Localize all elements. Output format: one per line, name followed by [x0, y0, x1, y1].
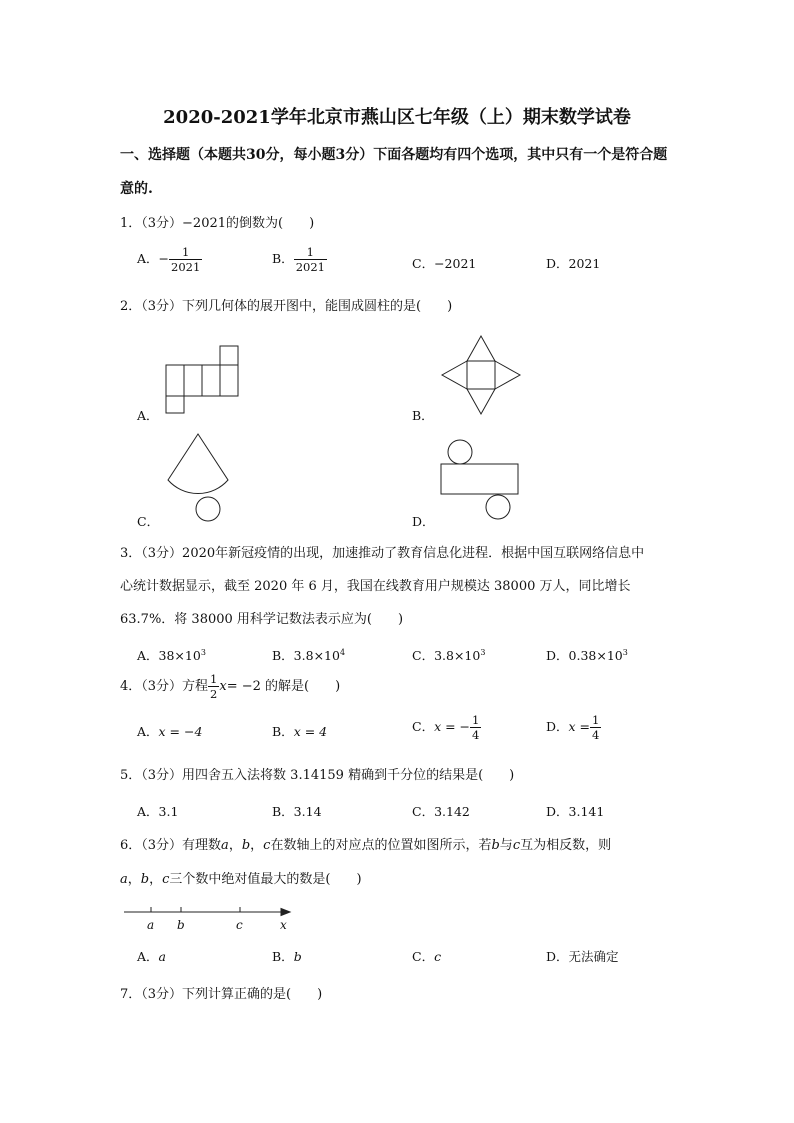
q1-b-den: 2021: [295, 260, 325, 274]
q4-d-den: 4: [592, 728, 600, 742]
q4-b-label: B．: [272, 724, 294, 739]
q3-option-a: [137, 646, 206, 664]
q6-l1-b2: b: [491, 838, 500, 853]
q2-option-c: C．: [137, 514, 160, 529]
q4-var: x: [219, 679, 227, 694]
q4-c-fraction: [470, 713, 481, 742]
q6-option-c: [412, 947, 441, 965]
q1-option-b: [272, 245, 327, 274]
q6-option-d: D．无法确定: [546, 949, 619, 964]
q3-a-label: A．38×10: [137, 648, 201, 663]
q6-l2-sep2: ，: [149, 872, 163, 887]
q1-b-label: B．: [272, 251, 294, 266]
q7-stem: 7．（3分）下列计算正确的是( ): [120, 987, 323, 1002]
q6-l1-pre: 6．（3分）有理数: [120, 838, 222, 853]
section-header-line2: 意的.: [120, 181, 153, 197]
q2-figure-a-cube-net: [160, 340, 250, 420]
q5-option-b: B．3.14: [272, 804, 322, 819]
q6-l1-a: a: [221, 838, 229, 853]
q1-stem: 1．（3分）−2021的倒数为( ): [120, 216, 315, 231]
q1-b-num: 1: [294, 245, 327, 260]
q3-b-exp: 4: [339, 647, 346, 657]
q3-option-c: [412, 646, 485, 664]
q2-figure-c-cone-net: [160, 428, 240, 528]
q4-c-lhs: x = −: [434, 719, 471, 734]
q4-option-c: [412, 713, 481, 742]
q4-d-num: 1: [592, 713, 600, 727]
q3-option-d: [546, 646, 628, 664]
q3-d-label: D．0.38×10: [546, 648, 623, 663]
q4-den: 2: [210, 687, 218, 701]
q6-option-b: [272, 947, 302, 965]
q6-line1: [120, 834, 611, 853]
q6-l1-sep2: ，: [250, 838, 264, 853]
q6-l2-sep1: ，: [127, 872, 141, 887]
q4-option-d: [546, 713, 601, 742]
q1-option-d: D．2021: [546, 256, 601, 271]
q4-stem: [120, 672, 340, 701]
q4-d-fraction: [590, 713, 601, 742]
q4-a-label: A．: [137, 724, 159, 739]
q1-a-fraction: [169, 245, 202, 274]
q2-stem: 2．（3分）下列几何体的展开图中，能围成圆柱的是( ): [120, 299, 453, 314]
q6-l1-and: 与: [499, 838, 513, 853]
q4-option-a: [137, 722, 202, 740]
q1-a-sign: −: [158, 251, 170, 266]
q3-line3: 63.7%．将 38000 用科学记数法表示应为( ): [120, 612, 404, 627]
q4-a-expr: x = −4: [158, 724, 203, 739]
q1-option-c: C．−2021: [412, 256, 477, 271]
q1-b-fraction: [294, 245, 327, 274]
q6-a-label: A．: [137, 949, 159, 964]
q6-l2-c: c: [162, 872, 170, 887]
q4-post: = −2 的解是( ): [226, 679, 341, 694]
q1-option-a: [137, 245, 202, 274]
q6-l1-mid: 在数轴上的对应点的位置如图所示，若: [270, 838, 492, 853]
axis-label-a: a: [147, 918, 155, 932]
q6-c-val: c: [434, 949, 442, 964]
q5-option-d: D．3.141: [546, 804, 605, 819]
q3-line1: 3．（3分）2020年新冠疫情的出现，加速推动了教育信息化进程．根据中国互联网络信息中: [120, 546, 645, 561]
q3-c-label: C．3.8×10: [412, 648, 481, 663]
q1-a-den: 2021: [171, 260, 201, 274]
q6-c-label: C．: [412, 949, 435, 964]
q2-option-d: D．: [412, 514, 435, 529]
q3-b-label: B．3.8×10: [272, 648, 340, 663]
q2-figure-d-cylinder-net: [436, 434, 526, 524]
q4-c-label: C．: [412, 719, 435, 734]
q5-option-c: C．3.142: [412, 804, 470, 819]
q4-c-num: 1: [472, 713, 480, 727]
q3-line2: 心统计数据显示，截至 2020 年 6 月，我国在线教育用户规模达 38000 万人，同比增长: [120, 579, 631, 594]
q4-b-expr: x = 4: [293, 724, 328, 739]
q6-l1-c: c: [263, 838, 271, 853]
section-header-line1: 一、选择题（本题共30分，每小题3分）下面各题均有四个选项，其中只有一个是符合题: [120, 147, 668, 163]
q4-num: 1: [210, 672, 218, 686]
axis-label-c: c: [236, 918, 243, 932]
q6-l1-b: b: [241, 838, 251, 853]
q6-l2-post: 三个数中绝对值最大的数是( ): [169, 872, 362, 887]
q3-a-exp: 3: [200, 647, 206, 657]
q1-a-num: 1: [169, 245, 202, 260]
q6-b-val: b: [293, 949, 302, 964]
q6-a-val: a: [158, 949, 166, 964]
q2-figure-b-pyramid-net: [438, 332, 528, 422]
page-title: 2020-2021学年北京市燕山区七年级（上）期末数学试卷: [163, 107, 631, 128]
axis-label-b: b: [177, 918, 185, 932]
q4-c-den: 4: [472, 728, 480, 742]
q6-l1-c2: c: [512, 838, 521, 853]
q4-fraction: [208, 672, 219, 701]
q6-line2: [120, 868, 362, 887]
q2-option-a: A．: [137, 408, 159, 423]
q3-d-exp: 3: [622, 647, 628, 657]
q6-l1-sep1: ，: [228, 838, 242, 853]
axis-label-x: x: [280, 918, 287, 932]
q5-stem: 5．（3分）用四舍五入法将数 3.14159 精确到千分位的结果是( ): [120, 768, 515, 783]
q3-c-exp: 3: [480, 647, 486, 657]
q6-l2-a: a: [120, 872, 128, 887]
q6-option-a: [137, 947, 166, 965]
q5-option-a: A．3.1: [137, 804, 179, 819]
q6-l1-post: 互为相反数，则: [520, 838, 612, 853]
q4-d-label: D．: [546, 719, 569, 734]
q6-number-line: [120, 902, 300, 936]
q4-option-b: [272, 722, 327, 740]
q4-d-lhs: x =: [568, 719, 591, 734]
q4-pre: 4．（3分）方程: [120, 679, 209, 694]
q6-l2-b: b: [140, 872, 150, 887]
q1-a-label: A．: [137, 251, 159, 266]
q2-option-b: B．: [412, 408, 434, 423]
q6-b-label: B．: [272, 949, 294, 964]
q3-option-b: [272, 646, 345, 664]
